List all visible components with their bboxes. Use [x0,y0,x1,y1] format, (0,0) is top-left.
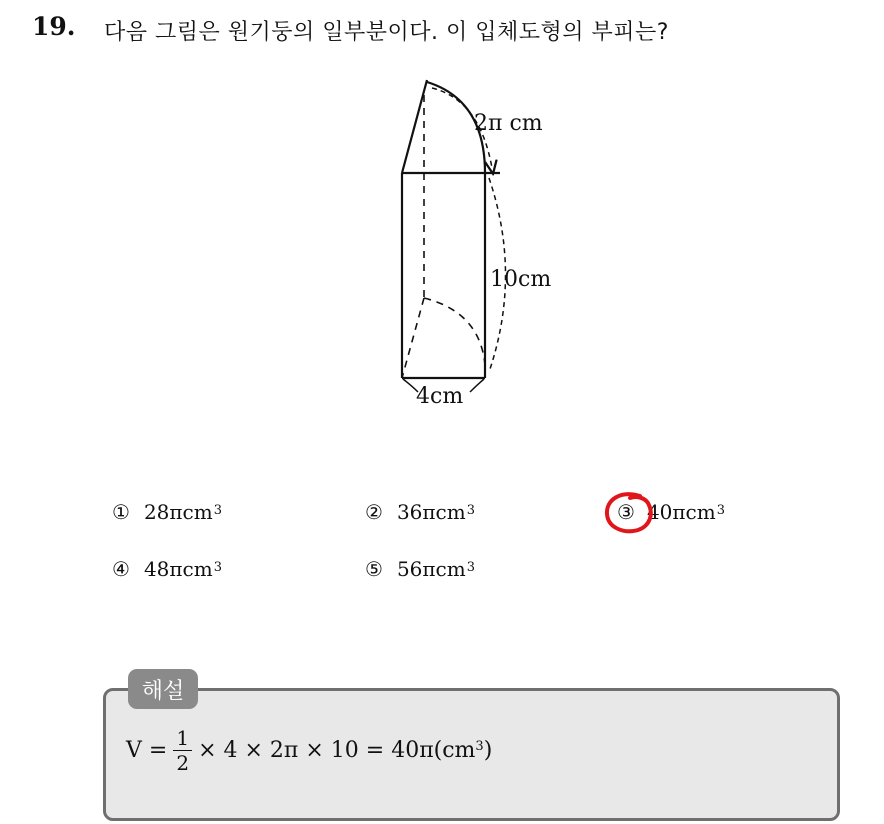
formula-rhs: × 4 × 2π × 10 = 40π(cm [198,738,476,763]
fraction-numerator: 1 [173,726,192,751]
fraction-denominator: 2 [176,751,190,775]
choice-2-value: 36πcm [396,500,466,524]
choice-4[interactable] [112,557,222,581]
choice-4-mark: ④ [112,557,130,581]
choice-1-value: 28πcm [143,500,213,524]
choice-5[interactable] [365,557,475,581]
choice-3-value: 40πcm [646,500,716,524]
choice-1-exponent: 3 [213,502,222,518]
choice-4-value: 48πcm [143,557,213,581]
choice-5-mark: ⑤ [365,557,383,581]
choice-3-exponent: 3 [716,502,725,518]
choice-5-value: 56πcm [396,557,466,581]
choice-2-exponent: 3 [466,502,475,518]
formula-rhs-exponent: 3 [475,739,484,754]
figure-hidden-edges [402,95,485,378]
choice-5-exponent: 3 [466,559,475,575]
radius-label: 4cm [416,384,464,409]
formula-fraction [173,726,192,775]
answer-circle-mark [600,488,660,538]
question-text: 다음 그림은 원기둥의 일부분이다. 이 입체도형의 부피는? [104,20,669,45]
height-label: 10cm [490,267,552,292]
question-number: 19. [32,12,76,41]
choice-2-mark: ② [365,500,383,524]
arc-length-label: 2π cm [474,111,543,136]
choice-2[interactable] [365,500,475,524]
choice-4-exponent: 3 [213,559,222,575]
choice-1-mark: ① [112,500,130,524]
solution-tag: 해설 [128,669,198,709]
formula-lhs: V = [126,738,168,763]
formula-rhs-end: ) [483,738,493,763]
choice-3-mark: ③ [617,500,635,524]
solution-formula [126,726,492,775]
choice-1[interactable] [112,500,222,524]
